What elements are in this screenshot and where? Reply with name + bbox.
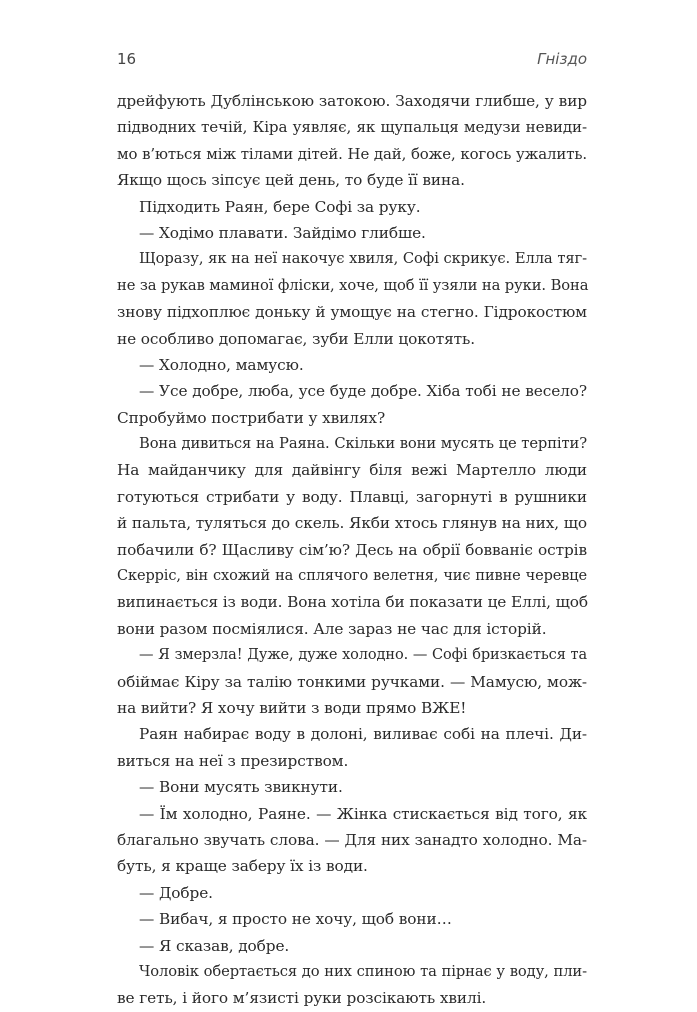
text-line: — Вони мусять звикнути.	[139, 778, 343, 797]
text-line: випинається із води. Вона хотіла би показати це Еллі, щоб	[117, 593, 588, 612]
running-header	[117, 50, 587, 70]
text-line: побачили б? Щасливу сім’ю? Десь на обрії бовваніє острів	[117, 540, 587, 559]
text-line: знову підхоплює доньку й умощує на стегно. Гідрокостюм	[117, 303, 587, 322]
text-line: — Їм холодно, Раяне. — Жінка стискається від того, як	[139, 804, 587, 823]
text-line: Підходить Раян, бере Софі за руку.	[139, 197, 421, 216]
text-line: вони разом посміялися. Але зараз не час для історій.	[117, 619, 547, 638]
text-line: Скерріс, він схожий на сплячого велетня, чиє пивне черевце	[117, 568, 587, 585]
text-line: готуються стрибати у воду. Плавці, загорнуті в рушники	[117, 487, 587, 506]
text-line: на вийти? Я хочу вийти з води прямо ВЖЕ!	[117, 698, 467, 717]
text-line: не особливо допомагає, зуби Елли цокотять.	[117, 329, 476, 348]
text-line: Щоразу, як на неї накочує хвиля, Софі скрикує. Елла тяг-	[139, 250, 587, 268]
body-text	[117, 88, 587, 1012]
text-line: На майданчику для дайвінгу біля вежі Мартелло люди	[117, 461, 587, 480]
text-line: ве геть, і його м’язисті руки розсікають хвилі.	[117, 989, 487, 1008]
text-line: благально звучать слова. — Для них занадто холодно. Ма-	[117, 830, 587, 849]
text-line: й пальта, туляться до скель. Якби хтось глянув на них, що	[117, 514, 587, 533]
text-line: — Я змерзла! Дуже, дуже холодно. — Софі бризкається та	[139, 647, 587, 664]
text-line: — Добре.	[139, 883, 213, 902]
text-line: Раян набирає воду в долоні, виливає собі на плечі. Ди-	[139, 725, 587, 744]
page-number: 16	[117, 50, 137, 68]
text-line: — Холодно, мамусю.	[139, 355, 304, 374]
text-line: — Вибач, я просто не хочу, щоб вони…	[139, 910, 452, 929]
text-line: не за рукав маминої фліски, хоче, щоб її узяли на руки. Вона	[117, 276, 589, 294]
text-line: дрейфують Дублінською затокою. Заходячи глибше, у вир	[117, 92, 587, 110]
text-line: — Я сказав, добре.	[139, 936, 290, 955]
text-line: Вона дивиться на Раяна. Скільки вони мусять це терпіти?	[139, 435, 587, 453]
text-line: буть, я краще заберу їх із води.	[117, 857, 368, 876]
text-line: підводних течій, Кіра уявляє, як щупальця медузи невиди-	[117, 118, 587, 137]
text-line: Спробуймо пострибати у хвилях?	[117, 408, 386, 427]
text-line: — Усе добре, люба, усе буде добре. Хіба тобі не весело?	[139, 382, 587, 401]
text-line: виться на неї з презирством.	[117, 751, 349, 770]
text-line: — Ходімо плавати. Зайдімо глибше.	[139, 223, 426, 242]
text-line: мо в’ються між тілами дітей. Не дай, боже, когось ужалить.	[117, 144, 587, 163]
text-line: Чоловік обертається до них спиною та пірнає у воду, пли-	[139, 962, 587, 980]
book-title: Гніздо	[537, 50, 587, 68]
text-line: обіймає Кіру за талію тонкими ручками. — Мамусю, мож-	[117, 672, 587, 691]
text-line: Якщо щось зіпсує цей день, то буде її вина.	[117, 171, 465, 190]
